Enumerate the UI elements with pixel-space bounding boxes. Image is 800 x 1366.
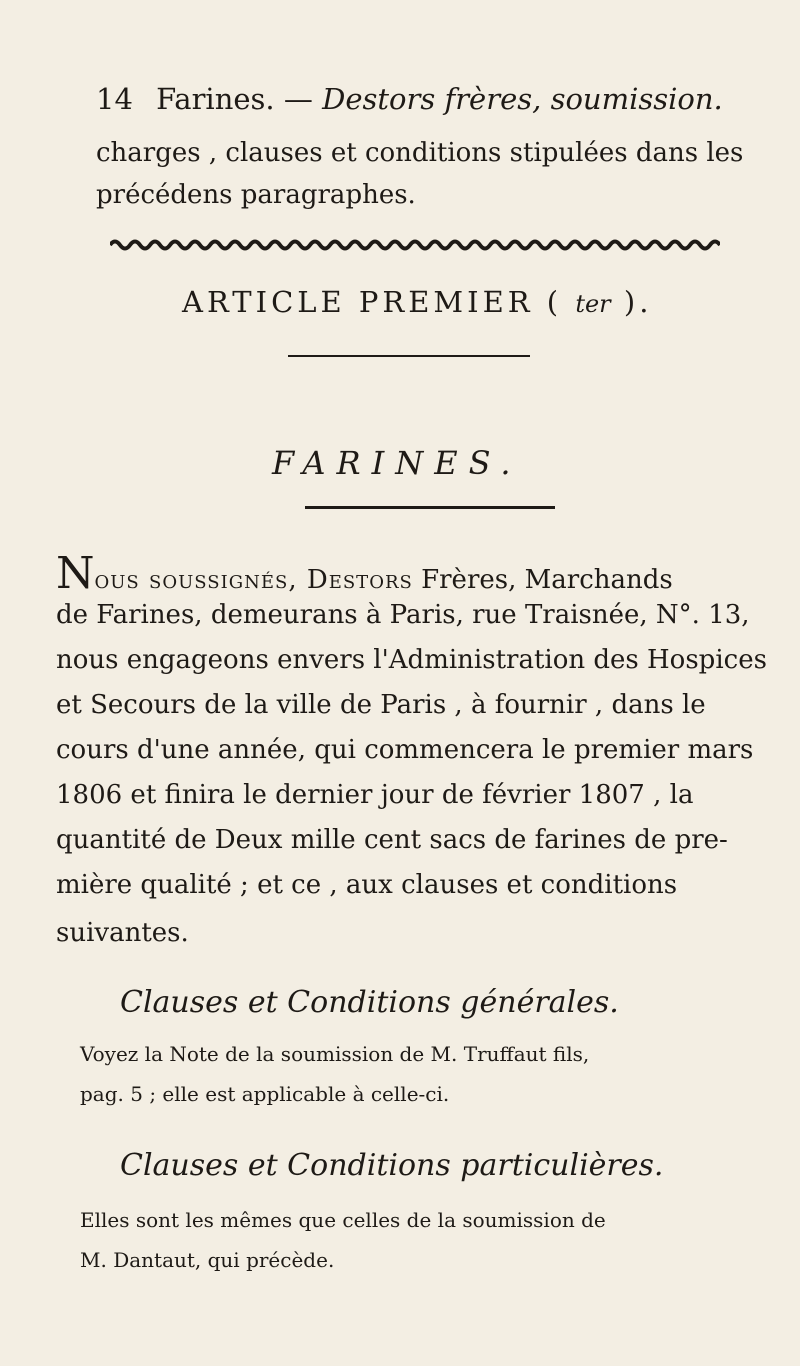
rule-top <box>288 355 530 357</box>
ornamental-divider <box>110 238 720 252</box>
section-heading: FARINES. <box>272 444 522 482</box>
body-line-2: de Farines, demeurans à Paris, rue Traisnée, N°. 13, <box>56 600 750 630</box>
particular-note-line-2: M. Dantaut, qui précède. <box>80 1248 335 1272</box>
general-clauses-heading: Clauses et Conditions générales. <box>120 985 619 1020</box>
header-section: Farines. — <box>156 82 313 116</box>
body-line-5: cours d'une année, qui commencera le premier mars <box>56 735 754 765</box>
article-ordinal: ter <box>575 290 611 318</box>
general-note-line-1: Voyez la Note de la soumission de M. Truffaut fils, <box>80 1042 590 1066</box>
particular-note-line-1: Elles sont les mêmes que celles de la soumission de <box>80 1208 606 1232</box>
body-line-3: nous engageons envers l'Administration des Hospices <box>56 645 767 675</box>
article-heading <box>182 285 652 319</box>
intro-line-1: charges , clauses et conditions stipulées dans les <box>96 138 744 168</box>
body-line-1-rest: Frères, Marchands <box>412 565 673 595</box>
body-line-7: quantité de Deux mille cent sacs de farines de pre- <box>56 825 728 855</box>
drop-cap: N <box>56 548 95 599</box>
article-close: ). <box>623 285 653 319</box>
general-note-line-2: pag. 5 ; elle est applicable à celle-ci. <box>80 1082 450 1106</box>
rule-bottom <box>305 506 555 509</box>
body-line-8: mière qualité ; et ce , aux clauses et conditions <box>56 870 678 900</box>
body-line-1 <box>56 548 673 599</box>
body-line-4: et Secours de la ville de Paris , à fournir , dans le <box>56 690 706 720</box>
header-title: Destors frères, soumission. <box>322 82 723 116</box>
running-header <box>96 82 723 116</box>
page-number: 14 <box>96 82 133 116</box>
body-line-6: 1806 et finira le dernier jour de février 1807 , la <box>56 780 694 810</box>
body-smallcaps: ous soussignés, Destors <box>94 565 413 595</box>
intro-line-2: précédens paragraphes. <box>96 180 416 210</box>
article-label: ARTICLE PREMIER ( <box>182 285 563 319</box>
body-line-9: suivantes. <box>56 918 189 948</box>
particular-clauses-heading: Clauses et Conditions particulières. <box>120 1148 664 1183</box>
